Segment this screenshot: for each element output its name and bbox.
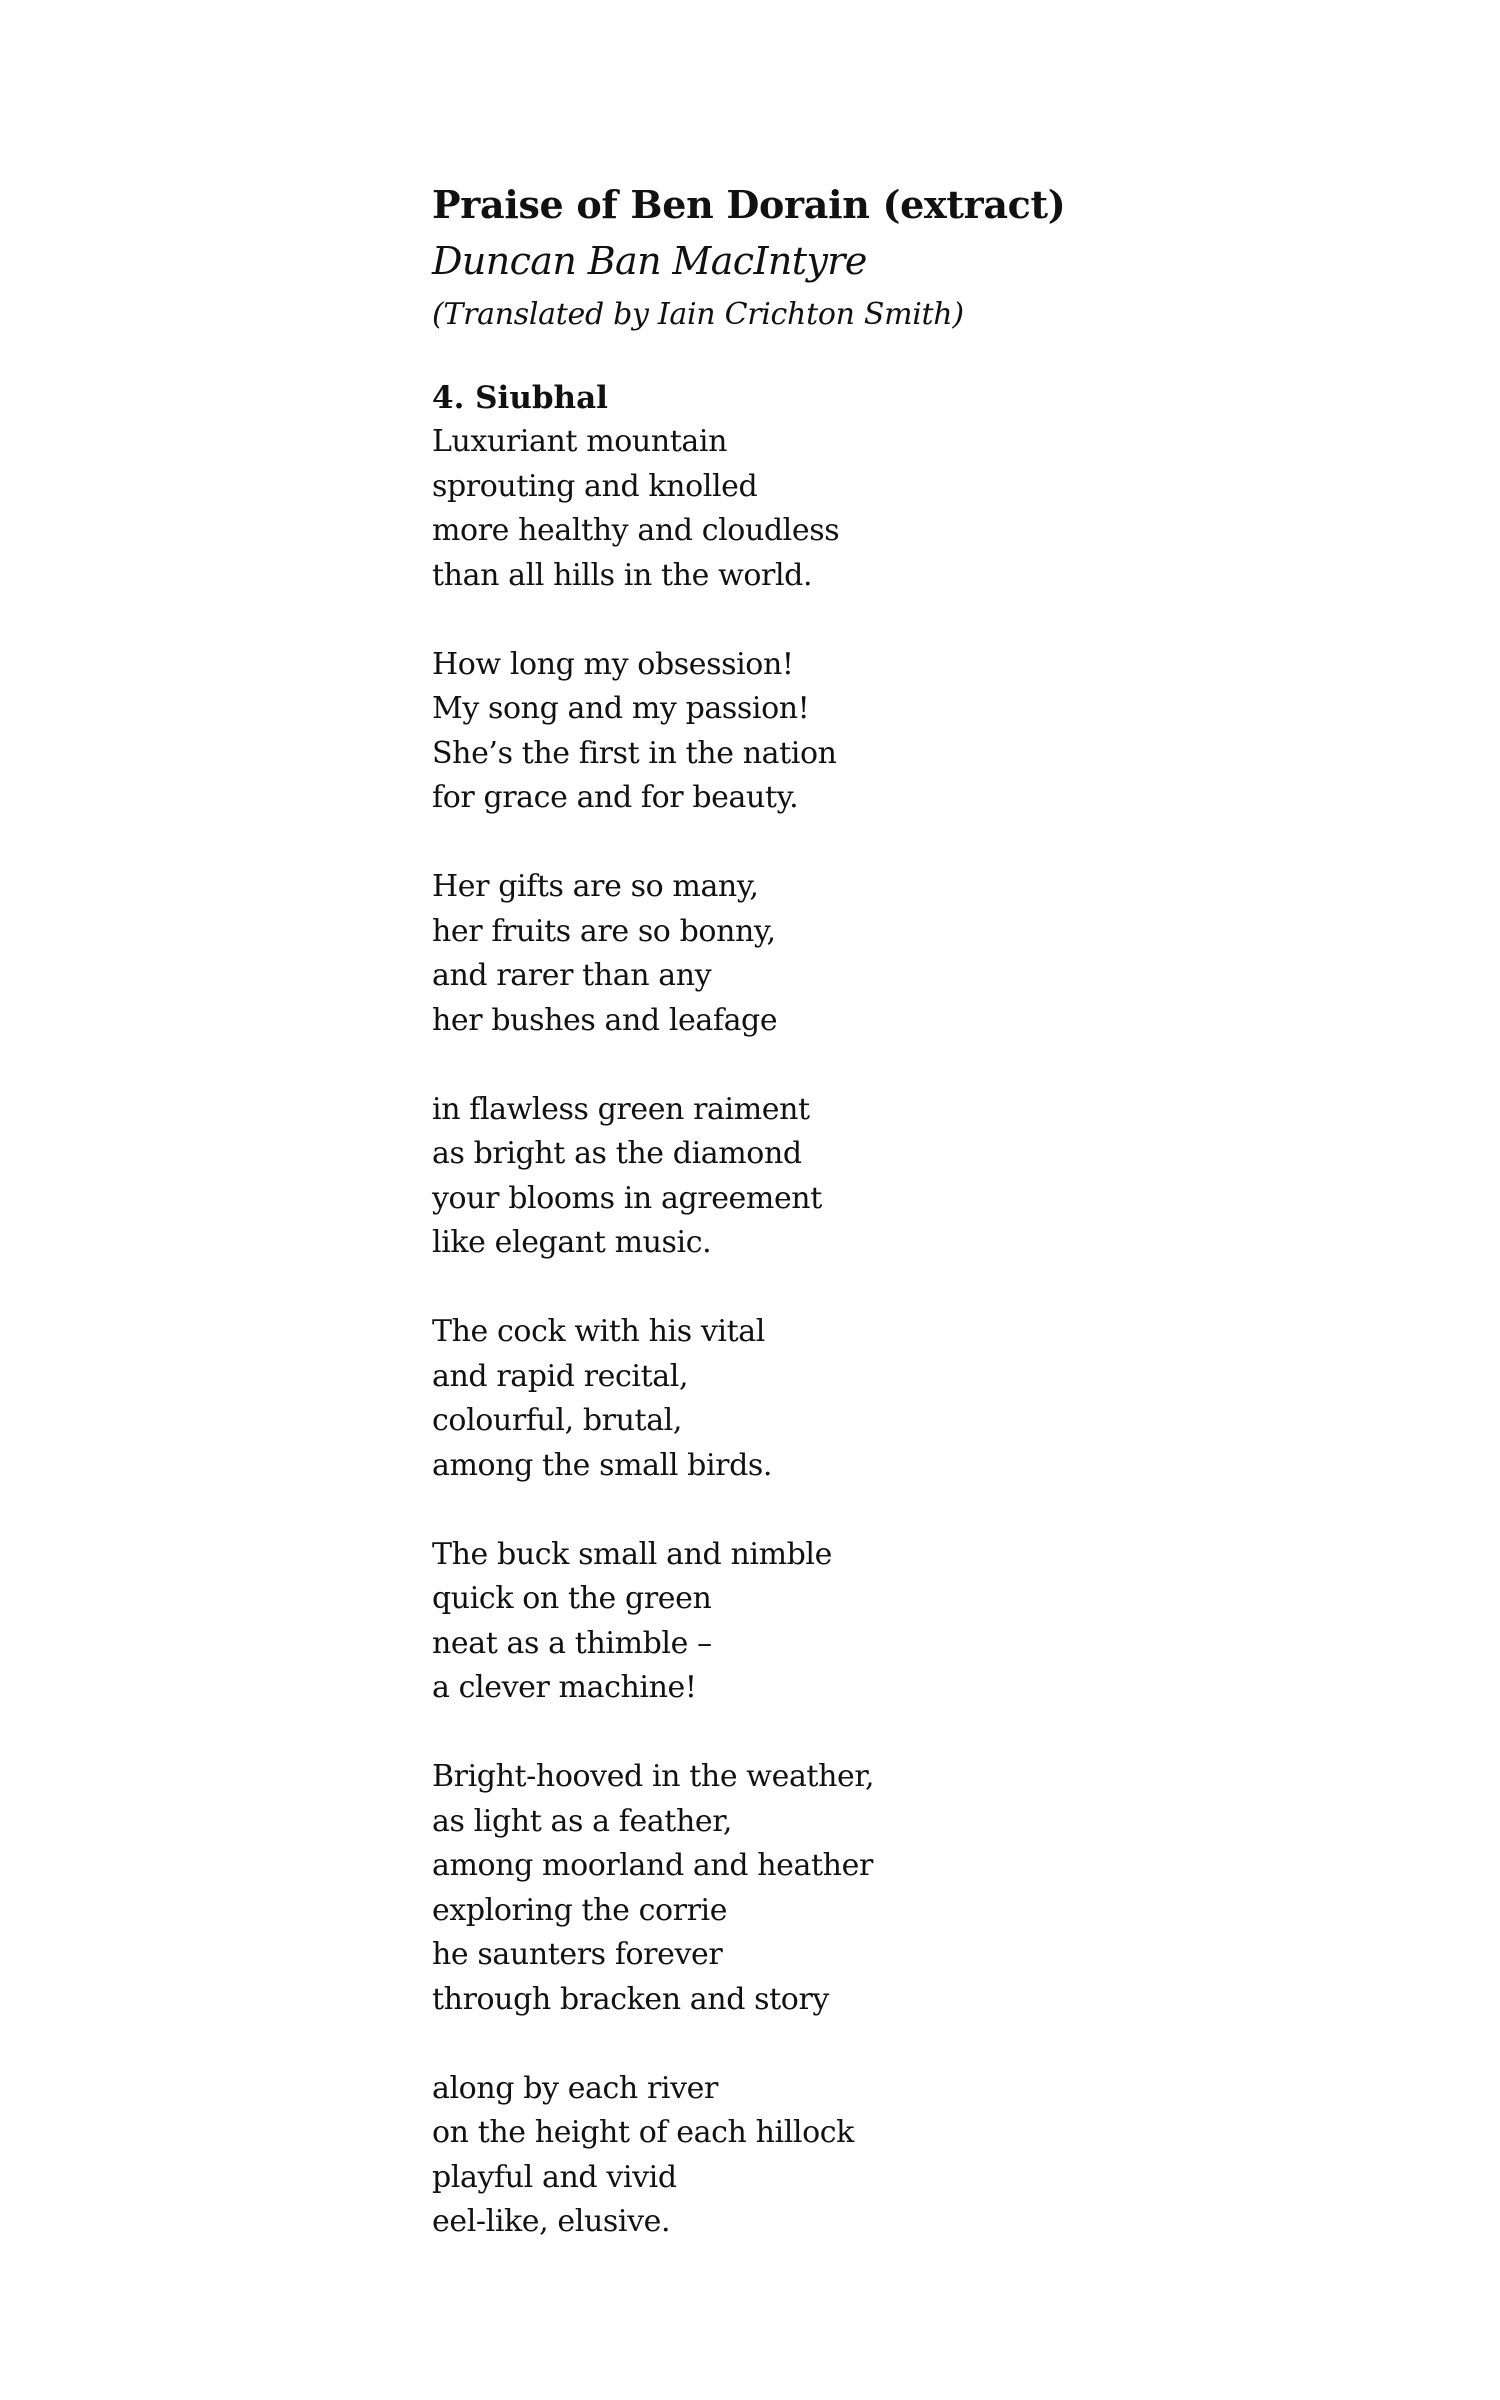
poem-line: than all hills in the world. [432,557,813,593]
stanza-2 [432,643,1332,821]
poem-line: her fruits are so bonny, [432,913,776,949]
poem-line: her bushes and leafage [432,1002,778,1038]
poem-line: quick on the green [432,1581,712,1616]
poem-line: My song and my passion! [432,691,810,726]
poem-line: She’s the first in the nation [432,735,837,771]
poem-line: neat as a thimble – [432,1625,712,1661]
poem-line: and rapid recital, [432,1358,689,1394]
stanza-1 [432,420,1332,598]
poem-line: eel-like, elusive. [432,2204,671,2239]
poem-line: in flawless green raiment [432,1091,810,1127]
poem-line: through bracken and story [432,1981,829,2017]
stanza-3 [432,865,1332,1043]
poem-line: as bright as the diamond [432,1136,802,1171]
poem-line: The cock with his vital [432,1314,765,1349]
poem-body [432,420,1332,2245]
poem-line: Her gifts are so many, [432,869,759,904]
poem-translator: (Translated by Iain Crichton Smith) [432,297,964,332]
stanza-6 [432,1533,1332,1711]
poem-line: colourful, brutal, [432,1403,683,1438]
poem-line: your blooms in agreement [432,1180,822,1216]
poem-line: The buck small and nimble [432,1536,832,1572]
poem-author: Duncan Ban MacIntyre [432,239,867,283]
poem-line: sprouting and knolled [432,468,758,504]
poem-line: as light as a feather, [432,1803,733,1839]
poem-line: among the small birds. [432,1447,773,1483]
poem-title: Praise of Ben Dorain (extract) [432,182,1066,227]
stanza-7 [432,1755,1332,2022]
poem-line: among moorland and heather [432,1848,873,1883]
poem-line: How long my obsession! [432,646,794,682]
poem-line: on the height of each hillock [432,2115,854,2150]
section-heading: 4. Siubhal [432,380,608,416]
poem-line: Bright-hooved in the weather, [432,1759,875,1794]
poem-line: playful and vivid [432,2159,677,2195]
poem-page [432,178,1332,2289]
poem-line: along by each river [432,2070,718,2106]
stanza-5 [432,1310,1332,1488]
poem-line: Luxuriant mountain [432,424,728,459]
poem-line: for grace and for beauty. [432,780,799,815]
poem-line: a clever machine! [432,1670,697,1705]
poem-line: he saunters forever [432,1937,723,1972]
poem-line: and rarer than any [432,958,712,993]
stanza-8 [432,2067,1332,2245]
poem-line: exploring the corrie [432,1892,728,1928]
poem-line: like elegant music. [432,1225,712,1260]
stanza-4 [432,1088,1332,1266]
poem-line: more healthy and cloudless [432,513,840,548]
